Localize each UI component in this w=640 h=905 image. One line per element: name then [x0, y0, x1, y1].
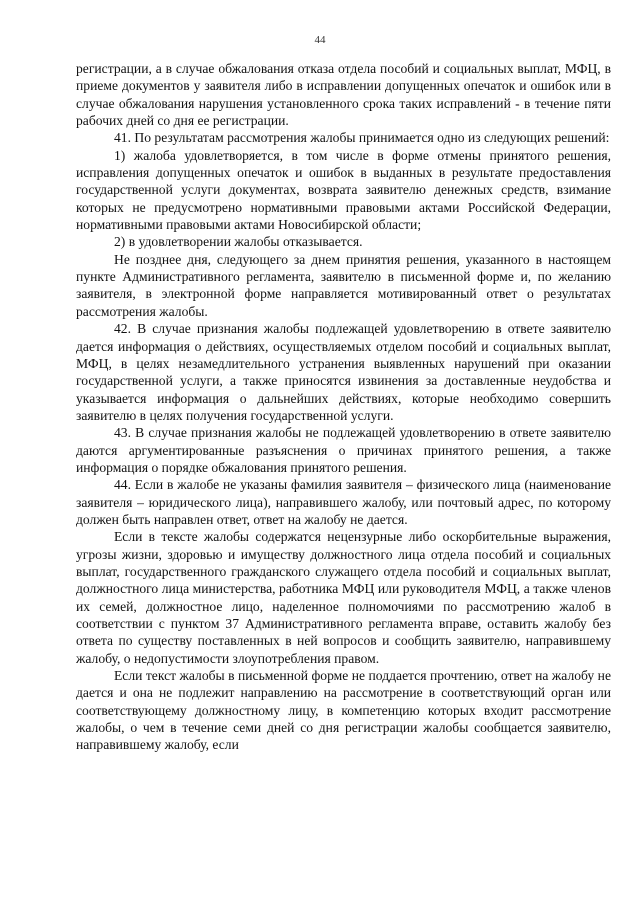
- paragraph-7: 43. В случае признания жалобы не подлежащей удовлетворению в ответе заявителю даются аргументированные разъяснения о причинах принятого решения, а также информация о порядке обжалования принятого решения.: [76, 425, 611, 475]
- paragraph-3: 1) жалоба удовлетворяется, в том числе в форме отмены принятого решения, исправления допущенных опечаток и ошибок в выданных в результате предоставления государственной услуги документах, возврата заявителю денежных средств, взимание которых не предусмотрено нормативными правовыми актами Российской Федерации, нормативными правовыми актами Новосибирской области;: [76, 147, 611, 233]
- body-text: [76, 60, 611, 754]
- paragraph-1: регистрации, а в случае обжалования отказа отдела пособий и социальных выплат, МФЦ, в приеме документов у заявителя либо в исправлении допущенных опечаток и ошибок или в случае обжалования нарушения установленного срока таких исправлений - в течение пяти рабочих дней со дня ее регистрации.: [76, 61, 611, 129]
- paragraph-9: Если в тексте жалобы содержатся нецензурные либо оскорбительные выражения, угрозы жизни, здоровью и имуществу должностного лица отдела пособий и социальных выплат, государственного гражданского служащего отдела пособий и социальных выплат, должностного лица министерства, работника МФЦ или руководителя МФЦ, а также членов их семей, должностное лицо, наделенное полномочиями по рассмотрению жалоб в соответствии с пунктом 37 Административного регламента вправе, оставить жалобу без ответа по существу поставленных в ней вопросов и сообщить заявителю, направившему жалобу, о недопустимости злоупотребления правом.: [76, 529, 611, 666]
- paragraph-6: 42. В случае признания жалобы подлежащей удовлетворению в ответе заявителю дается информация о действиях, осуществляемых отделом пособий и социальных выплат, МФЦ, в целях незамедлительного устранения выявленных нарушений при оказании государственной услуги, а также приносятся извинения за доставленные неудобства и указывается информация о дальнейших действиях, которые необходимо совершить заявителю в целях получения государственной услуги.: [76, 321, 611, 423]
- paragraph-10: Если текст жалобы в письменной форме не поддается прочтению, ответ на жалобу не дается и она не подлежит направлению на рассмотрение в соответствующий орган или соответствующему должностному лицу, в компетенцию которых входит рассмотрение жалобы, о чем в течение семи дней со дня регистрации жалобы сообщается заявителю, направившему жалобу, если: [76, 668, 611, 753]
- paragraph-8: 44. Если в жалобе не указаны фамилия заявителя – физического лица (наименование заявителя – юридического лица), направившего жалобу, или почтовый адрес, по которому должен быть направлен ответ, ответ на жалобу не дается.: [76, 477, 611, 527]
- paragraph-5: Не позднее дня, следующего за днем принятия решения, указанного в настоящем пункте Административного регламента, заявителю в письменной форме и, по желанию заявителя, в электронной форме направляется мотивированный ответ о результатах рассмотрения жалобы.: [76, 251, 611, 319]
- paragraph-4: 2) в удовлетворении жалобы отказывается.: [114, 234, 363, 250]
- paragraph-2: 41. По результатам рассмотрения жалобы принимается одно из следующих решений:: [114, 130, 610, 146]
- page-number: 44: [314, 34, 326, 46]
